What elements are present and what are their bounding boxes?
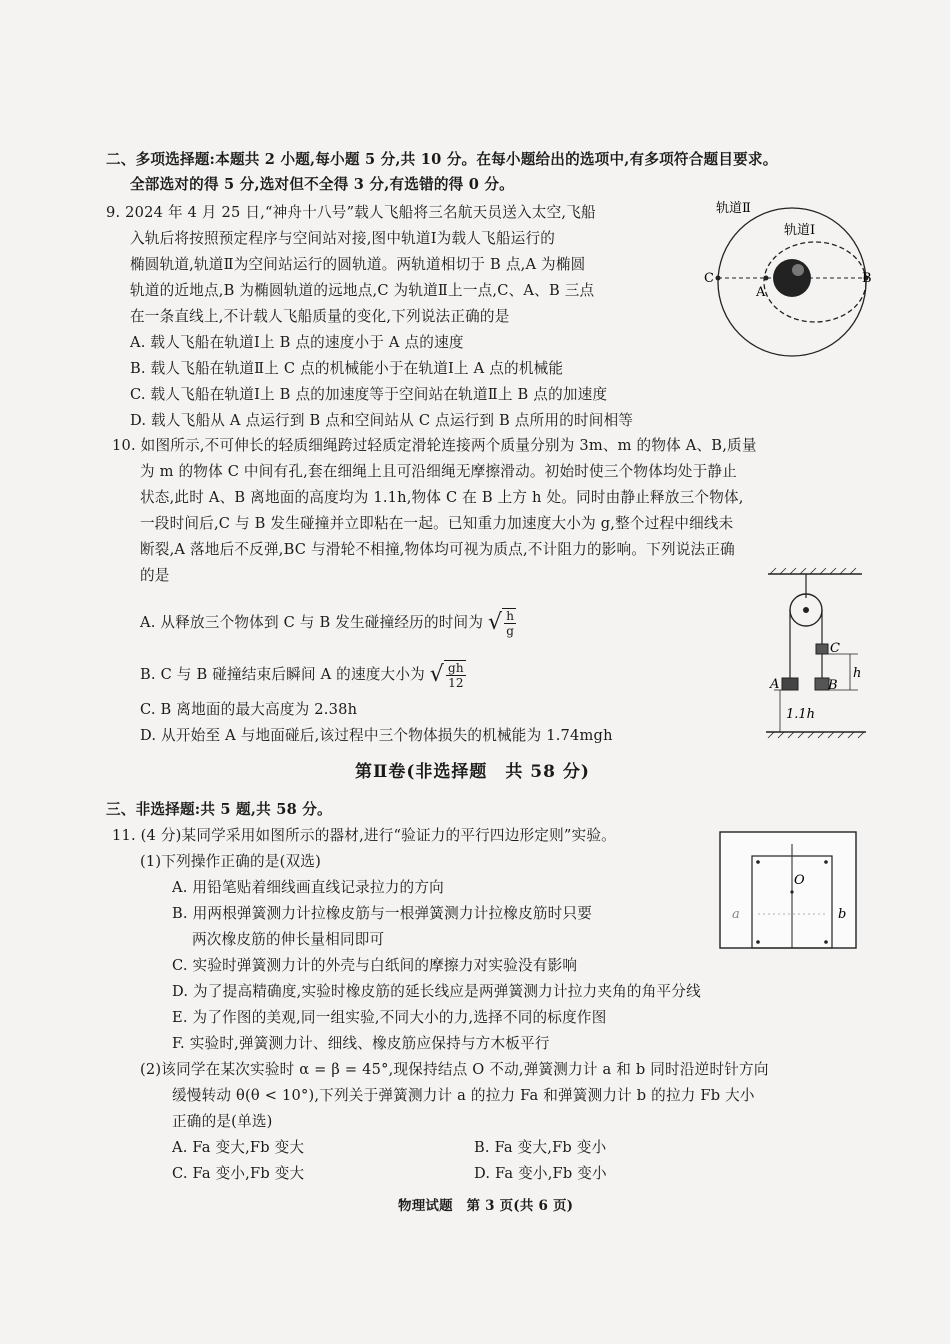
q10-option-b-text: B. C 与 B 碰撞结束后瞬间 A 的速度大小为 [140, 666, 425, 683]
block-a-label: A [770, 677, 780, 692]
q11-sub1-option-b-cont: 两次橡皮筋的伸长量相同即可 [192, 931, 385, 948]
orbit-2-label: 轨道Ⅱ [716, 201, 751, 216]
block-c-label: C [830, 641, 840, 656]
orbit-1-label: 轨道Ⅰ [784, 223, 816, 238]
q11-sub1-option-b: B. 用两根弹簧测力计拉橡皮筋与一根弹簧测力计拉橡皮筋时只要 [172, 905, 593, 922]
q9-option-c: C. 载人飞船在轨道Ⅰ上 B 点的加速度等于空间站在轨道Ⅱ上 B 点的加速度 [130, 386, 608, 403]
point-b-label: B [862, 271, 872, 286]
pin-tl [756, 860, 760, 864]
height-label: 1.1h [786, 707, 816, 722]
q11-board-figure [718, 830, 858, 950]
q11-sub1-option-f: F. 实验时,弹簧测力计、细线、橡皮筋应保持与方木板平行 [172, 1035, 550, 1052]
q11-sub2-line-1: (2)该同学在某次实验时 α = β = 45°,现保持结点 O 不动,弹簧测力计 a 和 b 同时沿逆时针方向 [140, 1061, 769, 1078]
part2-title: 第Ⅱ卷(非选择题 共 58 分) [355, 762, 590, 782]
q9-option-b: B. 载人飞船在轨道Ⅱ上 C 点的机械能小于在轨道Ⅰ上 A 点的机械能 [130, 360, 564, 377]
q9-line-3: 椭圆轨道,轨道Ⅱ为空间站运行的圆轨道。两轨道相切于 B 点,A 为椭圆 [130, 256, 586, 273]
section2-heading-line2: 全部选对的得 5 分,选对但不全得 3 分,有选错的得 0 分。 [130, 176, 514, 193]
q9-option-a: A. 载人飞船在轨道Ⅰ上 B 点的速度小于 A 点的速度 [130, 334, 464, 351]
q11-sub2-option-c: C. Fa 变小,Fb 变大 [172, 1165, 305, 1182]
q10-line-4: 一段时间后,C 与 B 发生碰撞并立即粘在一起。已知重力加速度大小为 g,整个过程中细线未 [140, 515, 734, 532]
knot-o [790, 890, 793, 893]
pulley-axle [803, 607, 809, 613]
q10-option-a-frac [504, 609, 516, 638]
spring-b-label: b [838, 907, 847, 922]
earth-icon [773, 259, 811, 297]
block-b [815, 678, 829, 690]
knot-o-label: O [794, 873, 805, 888]
q10-option-d: D. 从开始至 A 与地面碰后,该过程中三个物体损失的机械能为 1.74mgh [140, 727, 613, 744]
q10-option-b-sqrt [444, 660, 466, 690]
q10-option-a [140, 608, 516, 638]
section2-heading-line1: 二、多项选择题:本题共 2 小题,每小题 5 分,共 10 分。在每小题给出的选项中,有多项符合题目要求。 [106, 151, 778, 168]
q11-sub1: (1)下列操作正确的是(双选) [140, 853, 321, 870]
ground-hatch [768, 732, 864, 738]
q10-line-5: 断裂,A 落地后不反弹,BC 与滑轮不相撞,物体均可视为质点,不计阻力的影响。下列说法正确 [140, 541, 735, 558]
point-a [764, 276, 769, 281]
q11-sub2-line-2: 缓慢转动 θ(θ < 10°),下列关于弹簧测力计 a 的拉力 Fa 和弹簧测力计 b 的拉力 Fb 大小 [172, 1087, 755, 1104]
q10-option-b-den: 12 [448, 676, 464, 690]
pin-br [824, 940, 828, 944]
earth-highlight [792, 264, 804, 276]
q10-option-a-num: h [506, 609, 515, 623]
q10-option-b [140, 660, 466, 690]
q10-line-2: 为 m 的物体 C 中间有孔,套在细绳上且可沿细绳无摩擦滑动。初始时使三个物体均处于静止 [140, 463, 737, 480]
block-b-label: B [828, 678, 838, 693]
ceiling-hatch [770, 568, 856, 574]
q10-line-6: 的是 [140, 567, 170, 584]
q11-sub1-option-d: D. 为了提高精确度,实验时橡皮筋的延长线应是两弹簧测力计拉力夹角的角平分线 [172, 983, 701, 1000]
q11-sub1-option-e: E. 为了作图的美观,同一组实验,不同大小的力,选择不同的标度作图 [172, 1009, 607, 1026]
q9-line-2: 入轨后将按照预定程序与空间站对接,图中轨道Ⅰ为载人飞船运行的 [130, 230, 556, 247]
q11-sub2-option-d: D. Fa 变小,Fb 变小 [474, 1165, 607, 1182]
block-a [782, 678, 798, 690]
q9-option-d: D. 载人飞船从 A 点运行到 B 点和空间站从 C 点运行到 B 点所用的时间相等 [130, 412, 634, 429]
q10-option-b-frac [446, 661, 466, 690]
spring-a-label: a [732, 907, 740, 922]
q11-stem: 11. (4 分)某同学采用如图所示的器材,进行“验证力的平行四边形定则”实验。 [112, 827, 616, 844]
q9-line-1: 9. 2024 年 4 月 25 日,“神舟十八号”载人飞船将三名航天员送入太空,飞船 [106, 204, 596, 221]
sqrt-icon: √ [429, 662, 445, 687]
block-c [816, 644, 828, 654]
q11-sub1-option-c: C. 实验时弹簧测力计的外壳与白纸间的摩擦力对实验没有影响 [172, 957, 578, 974]
q9-orbit-figure [700, 196, 880, 364]
h-label: h [853, 666, 862, 681]
point-a-label: A [756, 285, 766, 300]
point-c [716, 276, 721, 281]
q10-line-1: 10. 如图所示,不可伸长的轻质细绳跨过轻质定滑轮连接两个质量分别为 3m、m 的物体 A、B,质量 [112, 437, 757, 454]
q10-option-b-num: gh [448, 661, 464, 675]
sqrt-icon: √ [488, 610, 503, 635]
point-c-label: C [704, 271, 714, 286]
q11-sub2-line-3: 正确的是(单选) [172, 1113, 273, 1130]
q10-option-a-sqrt [502, 608, 516, 638]
pin-bl [756, 940, 760, 944]
q10-option-c: C. B 离地面的最大高度为 2.38h [140, 701, 358, 718]
q9-line-5: 在一条直线上,不计载人飞船质量的变化,下列说法正确的是 [130, 308, 510, 325]
pin-tr [824, 860, 828, 864]
board-outer [720, 832, 856, 948]
q9-line-4: 轨道的近地点,B 为椭圆轨道的远地点,C 为轨道Ⅱ上一点,C、A、B 三点 [130, 282, 595, 299]
q10-line-3: 状态,此时 A、B 离地面的高度均为 1.1h,物体 C 在 B 上方 h 处。同时由静止释放三个物体, [140, 489, 744, 506]
q10-option-a-den: g [506, 624, 515, 638]
q11-sub2-option-a: A. Fa 变大,Fb 变大 [172, 1139, 305, 1156]
q11-sub2-option-b: B. Fa 变大,Fb 变小 [474, 1139, 607, 1156]
page-footer: 物理试题 第 3 页(共 6 页) [398, 1198, 574, 1214]
q11-sub1-option-a: A. 用铅笔贴着细线画直线记录拉力的方向 [172, 879, 444, 896]
q10-option-a-text: A. 从释放三个物体到 C 与 B 发生碰撞经历的时间为 [140, 614, 484, 631]
q10-pulley-figure [762, 566, 870, 744]
section3-heading: 三、非选择题:共 5 题,共 58 分。 [106, 801, 332, 818]
